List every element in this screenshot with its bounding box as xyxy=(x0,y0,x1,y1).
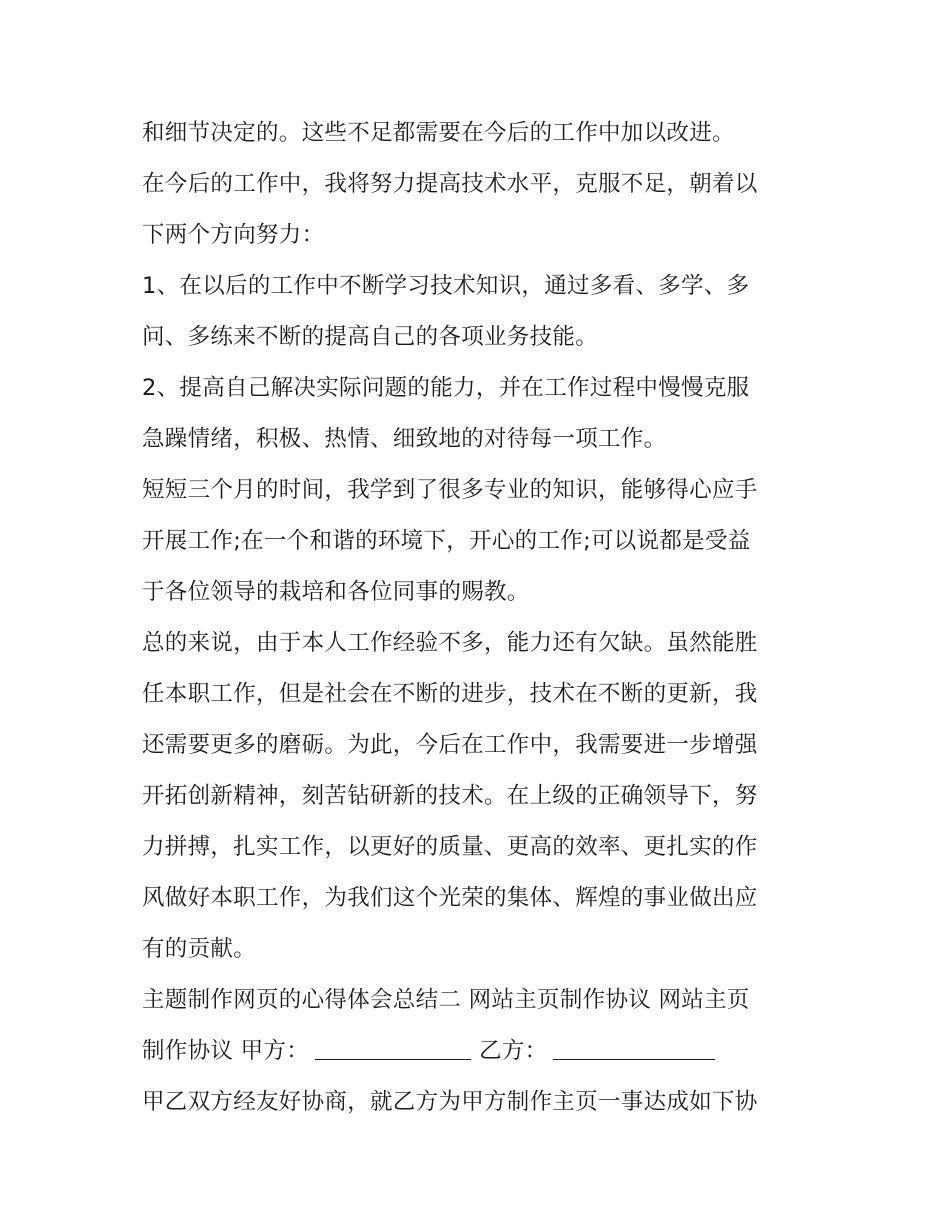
text-line-final: 甲乙双方经友好协商，就乙方为甲方制作主页一事达成如下协 xyxy=(142,1089,758,1115)
text-line-11: 总的来说，由于本人工作经验不多，能力还有欠缺。虽然能胜 xyxy=(142,630,758,656)
text-line-16: 风做好本职工作，为我们这个光荣的集体、辉煌的事业做出应 xyxy=(142,885,758,911)
text-line-6: 2、提高自己解决实际问题的能力，并在工作过程中慢慢克服 xyxy=(142,375,750,401)
text-line-17: 有的贡献。 xyxy=(142,936,257,962)
text-line-13: 还需要更多的磨砺。为此，今后在工作中，我需要进一步增强 xyxy=(142,732,758,758)
text-line-9: 开展工作;在一个和谐的环境下，开心的工作;可以说都是受益 xyxy=(142,528,751,554)
text-line-14: 开拓创新精神，刻苦钻研新的技术。在上级的正确领导下，努 xyxy=(142,783,758,809)
text-line-5: 问、多练来不断的提高自己的各项业务技能。 xyxy=(142,324,599,350)
party-a-label: 制作协议 甲方： xyxy=(142,1038,310,1064)
text-line-18: 主题制作网页的心得体会总结二 网站主页制作协议 网站主页 xyxy=(142,987,750,1013)
text-line-7: 急躁情绪，积极、热情、细致地的对待每一项工作。 xyxy=(142,426,667,452)
text-line-12: 任本职工作，但是社会在不断的进步，技术在不断的更新，我 xyxy=(142,681,758,707)
party-b-label: 乙方： xyxy=(479,1038,548,1064)
text-line-4: 1、在以后的工作中不断学习技术知识，通过多看、多学、多 xyxy=(142,273,750,299)
text-line-15: 力拼搏，扎实工作，以更好的质量、更高的效率、更扎实的作 xyxy=(142,834,758,860)
party-b-blank xyxy=(553,1031,715,1060)
text-line-3: 下两个方向努力： xyxy=(142,222,325,248)
text-line-8: 短短三个月的时间，我学到了很多专业的知识，能够得心应手 xyxy=(142,477,758,503)
document-body xyxy=(142,108,822,1128)
text-line-2: 在今后的工作中，我将努力提高技术水平，克服不足，朝着以 xyxy=(142,171,758,197)
party-a-blank xyxy=(315,1031,471,1060)
party-line xyxy=(142,1026,822,1077)
text-line-10: 于各位领导的栽培和各位同事的赐教。 xyxy=(142,579,530,605)
text-line-1: 和细节决定的。这些不足都需要在今后的工作中加以改进。 xyxy=(142,120,735,146)
